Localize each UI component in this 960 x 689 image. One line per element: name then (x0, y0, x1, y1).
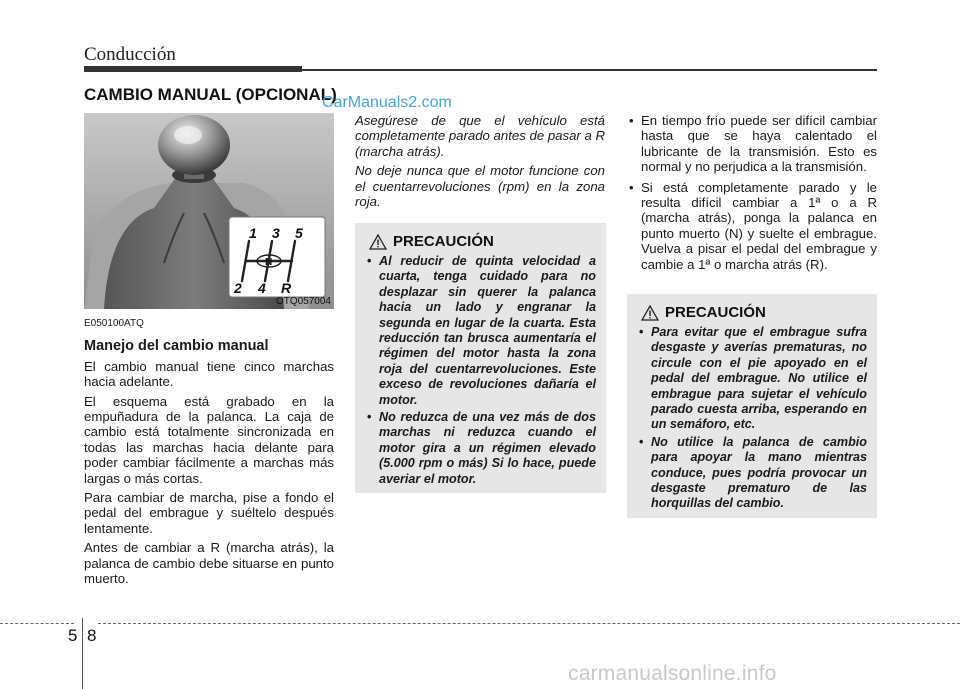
caution-list (365, 254, 596, 487)
paragraph: Para cambiar de marcha, pise a fondo el pedal del embrague y suéltelo después lentamente. (84, 490, 334, 536)
gear-label-r: R (281, 280, 292, 296)
header-rule-thick (84, 66, 302, 72)
section-title: CAMBIO MANUAL (OPCIONAL) (84, 85, 337, 104)
caution-item: • No utilice la palanca de cambio para apoyar la mano mientras conduce, pues podría provocar un desgaste prematuro de las horquillas del cambio. (637, 435, 867, 512)
header-title: Conducción (84, 44, 176, 65)
caution-item: • Al reducir de quinta velocidad a cuarta, tenga cuidado para no desplazar sin querer la palanca hacia un lado y engranar la segunda en lugar de la cuarta. Esta reducción tan brusca aumentaría el régimen del motor hasta la zona roja del cuentarrevoluciones. Este exceso de revoluciones dañaría el motor. (365, 254, 596, 408)
paragraph: Antes de cambiar a R (marcha atrás), la palanca de cambio debe situarse en punto muerto. (84, 540, 334, 587)
caution-header (365, 233, 596, 250)
gear-label-2: 2 (234, 280, 242, 296)
subsection-heading: Manejo del cambio manual (84, 338, 269, 355)
section-code: E050100ATQ (84, 318, 144, 329)
column-right (627, 113, 877, 277)
caution-item: • Para evitar que el embrague sufra desgaste y averías prematuras, no circule con el pie apoyado en el pedal del embrague. No utilice el embrague para sujetar el vehículo parado cuesta arriba, esperando en un semáforo, etc. (637, 325, 867, 433)
column-left (84, 316, 334, 591)
caution-item: • No reduzca de una vez más de dos marchas ni reduzca cuando el motor gira a un régimen elevado (5.000 rpm o más) Si lo hace, puede averiar el motor. (365, 410, 596, 487)
gear-label-4: 4 (258, 280, 266, 296)
gear-shift-figure (84, 113, 334, 309)
caution-list (637, 325, 867, 512)
caution-box (355, 223, 606, 493)
paragraph: Asegúrese de que el vehículo está completamente parado antes de pasar a R (marcha atrás). (355, 113, 605, 159)
caution-box (627, 294, 877, 518)
gear-label-n: N (265, 257, 273, 268)
paragraph: El cambio manual tiene cinco marchas hacia adelante. (84, 358, 334, 390)
caution-title: PRECAUCIÓN (665, 304, 766, 321)
gear-label-5: 5 (295, 225, 303, 241)
bullet-list (627, 113, 877, 272)
column-middle (355, 113, 605, 213)
footer-divider (82, 618, 83, 689)
warning-triangle-icon (641, 305, 659, 321)
header-rule-thin (302, 69, 877, 71)
caution-header (637, 304, 867, 321)
page-number: 8 (87, 626, 97, 645)
page-section-number: 5 (68, 626, 78, 645)
paragraph: El esquema está grabado en la empuñadura de la palanca. La caja de cambio está totalmente sincronizada en todas las marchas hacia delante para poder cambiar fácilmente a marchas más largas o más cortas. (84, 393, 334, 486)
warning-triangle-icon (369, 234, 387, 250)
gear-label-1: 1 (249, 225, 257, 241)
gear-shifter-illustration (84, 113, 334, 309)
footer-rule-left (0, 623, 74, 624)
caution-title: PRECAUCIÓN (393, 233, 494, 250)
paragraph: No deje nunca que el motor funcione con el cuentarrevoluciones (rpm) en la zona roja. (355, 163, 605, 210)
watermark-bottom: carmanualsonline.info (568, 662, 777, 685)
gear-label-3: 3 (272, 225, 280, 241)
list-item: • En tiempo frío puede ser difícil cambiar hasta que se haya calentado el lubricante de la transmisión. Esto es normal y no perjudica a la transmisión. (627, 113, 877, 175)
footer-rule-right (98, 623, 960, 624)
figure-code: OTQ057004 (275, 296, 331, 307)
list-item: • Si está completamente parado y le resulta difícil cambiar a 1ª o a R (marcha atrás), ponga la palanca en punto muerto (N) y suelte el embrague. Vuelva a pisar el pedal del embrague y cambie a 1ª o marcha atrás (R). (627, 180, 877, 272)
watermark-top: CarManuals2.com (322, 94, 452, 111)
